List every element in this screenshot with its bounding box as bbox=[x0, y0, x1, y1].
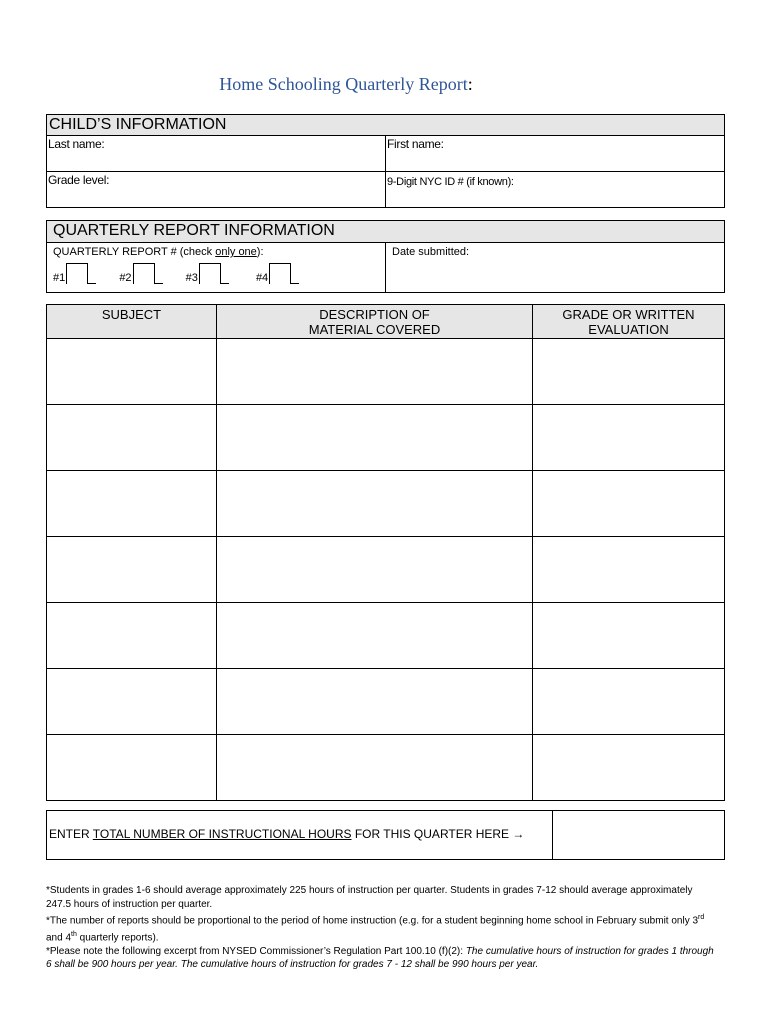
description-cell[interactable] bbox=[217, 669, 533, 735]
quarter-4-underline bbox=[291, 282, 299, 284]
grade-cell[interactable] bbox=[533, 735, 725, 801]
page-title-colon: : bbox=[467, 74, 473, 94]
quarter-1-box[interactable] bbox=[66, 263, 88, 284]
hours-table bbox=[46, 810, 725, 860]
quarter-3-checkbox[interactable] bbox=[186, 263, 229, 284]
note2-c: quarterly reports). bbox=[76, 932, 159, 944]
grade-cell[interactable] bbox=[533, 603, 725, 669]
subject-cell[interactable] bbox=[47, 405, 217, 471]
grade-header-line2: EVALUATION bbox=[588, 322, 669, 337]
grade-column-header bbox=[533, 305, 725, 339]
quarter-3-box[interactable] bbox=[199, 263, 221, 284]
description-cell[interactable] bbox=[217, 603, 533, 669]
quarter-2-box[interactable] bbox=[133, 263, 155, 284]
subject-column-header: SUBJECT bbox=[47, 305, 217, 339]
last-name-field[interactable]: Last name: bbox=[47, 136, 386, 172]
report-number-suffix: ): bbox=[256, 246, 264, 258]
note-report-count bbox=[46, 911, 716, 945]
quarter-3-label: #3 bbox=[185, 272, 198, 284]
hours-suffix: FOR THIS QUARTER HERE bbox=[351, 827, 513, 841]
note2-b: and 4 bbox=[46, 932, 72, 944]
subject-cell[interactable] bbox=[47, 603, 217, 669]
grade-cell[interactable] bbox=[533, 339, 725, 405]
quarter-4-checkbox[interactable] bbox=[256, 263, 299, 284]
date-submitted-field[interactable]: Date submitted: bbox=[386, 243, 725, 293]
grade-header-line1: GRADE OR WRITTEN bbox=[562, 307, 695, 322]
table-row bbox=[47, 339, 725, 405]
quarterly-info-table bbox=[46, 220, 725, 293]
table-row bbox=[47, 537, 725, 603]
description-cell[interactable] bbox=[217, 471, 533, 537]
grade-cell[interactable] bbox=[533, 471, 725, 537]
note-grade-hours: *Students in grades 1-6 should average approximately 225 hours of instruction per quarter. Students in grades 7-12 should average approximately 247.5 hours of instruction per quarter. bbox=[46, 885, 693, 910]
grade-cell[interactable] bbox=[533, 405, 725, 471]
subjects-table bbox=[46, 304, 725, 801]
subject-cell[interactable] bbox=[47, 471, 217, 537]
hours-prefix: ENTER bbox=[49, 827, 93, 841]
footnotes bbox=[46, 884, 716, 972]
table-row bbox=[47, 603, 725, 669]
childs-info-header: CHILD’S INFORMATION bbox=[47, 115, 725, 136]
quarter-1-checkbox[interactable] bbox=[53, 263, 96, 284]
subjects-header-row bbox=[47, 305, 725, 339]
quarter-2-checkbox[interactable] bbox=[119, 263, 162, 284]
description-header-line2: MATERIAL COVERED bbox=[308, 322, 441, 337]
quarter-4-box[interactable] bbox=[269, 263, 291, 284]
table-row bbox=[47, 735, 725, 801]
quarter-3-underline bbox=[221, 282, 229, 284]
hours-label bbox=[47, 811, 553, 860]
note2-sup2: th bbox=[71, 930, 77, 938]
page-title bbox=[0, 74, 692, 95]
report-number-prefix: QUARTERLY REPORT # (check bbox=[53, 246, 216, 258]
grade-cell[interactable] bbox=[533, 669, 725, 735]
quarter-2-label: #2 bbox=[119, 272, 132, 284]
table-row bbox=[47, 471, 725, 537]
note-regulation bbox=[46, 945, 716, 972]
note3-italic: The cumulative hours of instruction for grades 1 through 6 shall be 900 hours per year. The cumulative hours of instruction for grades 7 - 12 shall be 990 hours per year. bbox=[46, 945, 714, 971]
table-row bbox=[47, 669, 725, 735]
quarter-1-label: #1 bbox=[53, 272, 66, 284]
table-row bbox=[47, 405, 725, 471]
description-cell[interactable] bbox=[217, 735, 533, 801]
note2-sup1: rd bbox=[698, 914, 705, 921]
first-name-field[interactable]: First name: bbox=[386, 136, 725, 172]
hours-emph: TOTAL NUMBER OF INSTRUCTIONAL HOURS bbox=[92, 827, 352, 841]
quarter-4-label: #4 bbox=[255, 272, 269, 284]
description-cell[interactable] bbox=[217, 339, 533, 405]
grade-level-field[interactable]: Grade level: bbox=[47, 172, 386, 208]
quarterly-info-header: QUARTERLY REPORT INFORMATION bbox=[47, 221, 725, 243]
grade-cell[interactable] bbox=[533, 537, 725, 603]
description-header-line1: DESCRIPTION OF bbox=[319, 307, 430, 322]
report-number-emph: only one bbox=[215, 246, 257, 258]
subject-cell[interactable] bbox=[47, 339, 217, 405]
description-column-header bbox=[217, 305, 533, 339]
report-number-cell bbox=[47, 243, 386, 293]
quarter-1-underline bbox=[88, 282, 96, 284]
arrow-right-icon: → bbox=[512, 827, 525, 841]
note3-plain: *Please note the following excerpt from NYSED Commissioner’s Regulation Part 100.10 (f)(2): bbox=[46, 945, 466, 957]
quarter-checkboxes bbox=[53, 263, 299, 284]
description-cell[interactable] bbox=[217, 537, 533, 603]
hours-input[interactable] bbox=[553, 811, 725, 860]
description-cell[interactable] bbox=[217, 405, 533, 471]
subject-cell[interactable] bbox=[47, 735, 217, 801]
quarter-2-underline bbox=[155, 282, 163, 284]
nyc-id-field[interactable]: 9-Digit NYC ID # (if known): bbox=[386, 172, 725, 208]
childs-info-table bbox=[46, 114, 725, 208]
note2-a: *The number of reports should be proportional to the period of home instruction (e.g. for a student beginning home school in February submit only 3 bbox=[46, 915, 699, 927]
subject-cell[interactable] bbox=[47, 669, 217, 735]
page-title-text: Home Schooling Quarterly Report bbox=[219, 74, 468, 94]
subject-cell[interactable] bbox=[47, 537, 217, 603]
